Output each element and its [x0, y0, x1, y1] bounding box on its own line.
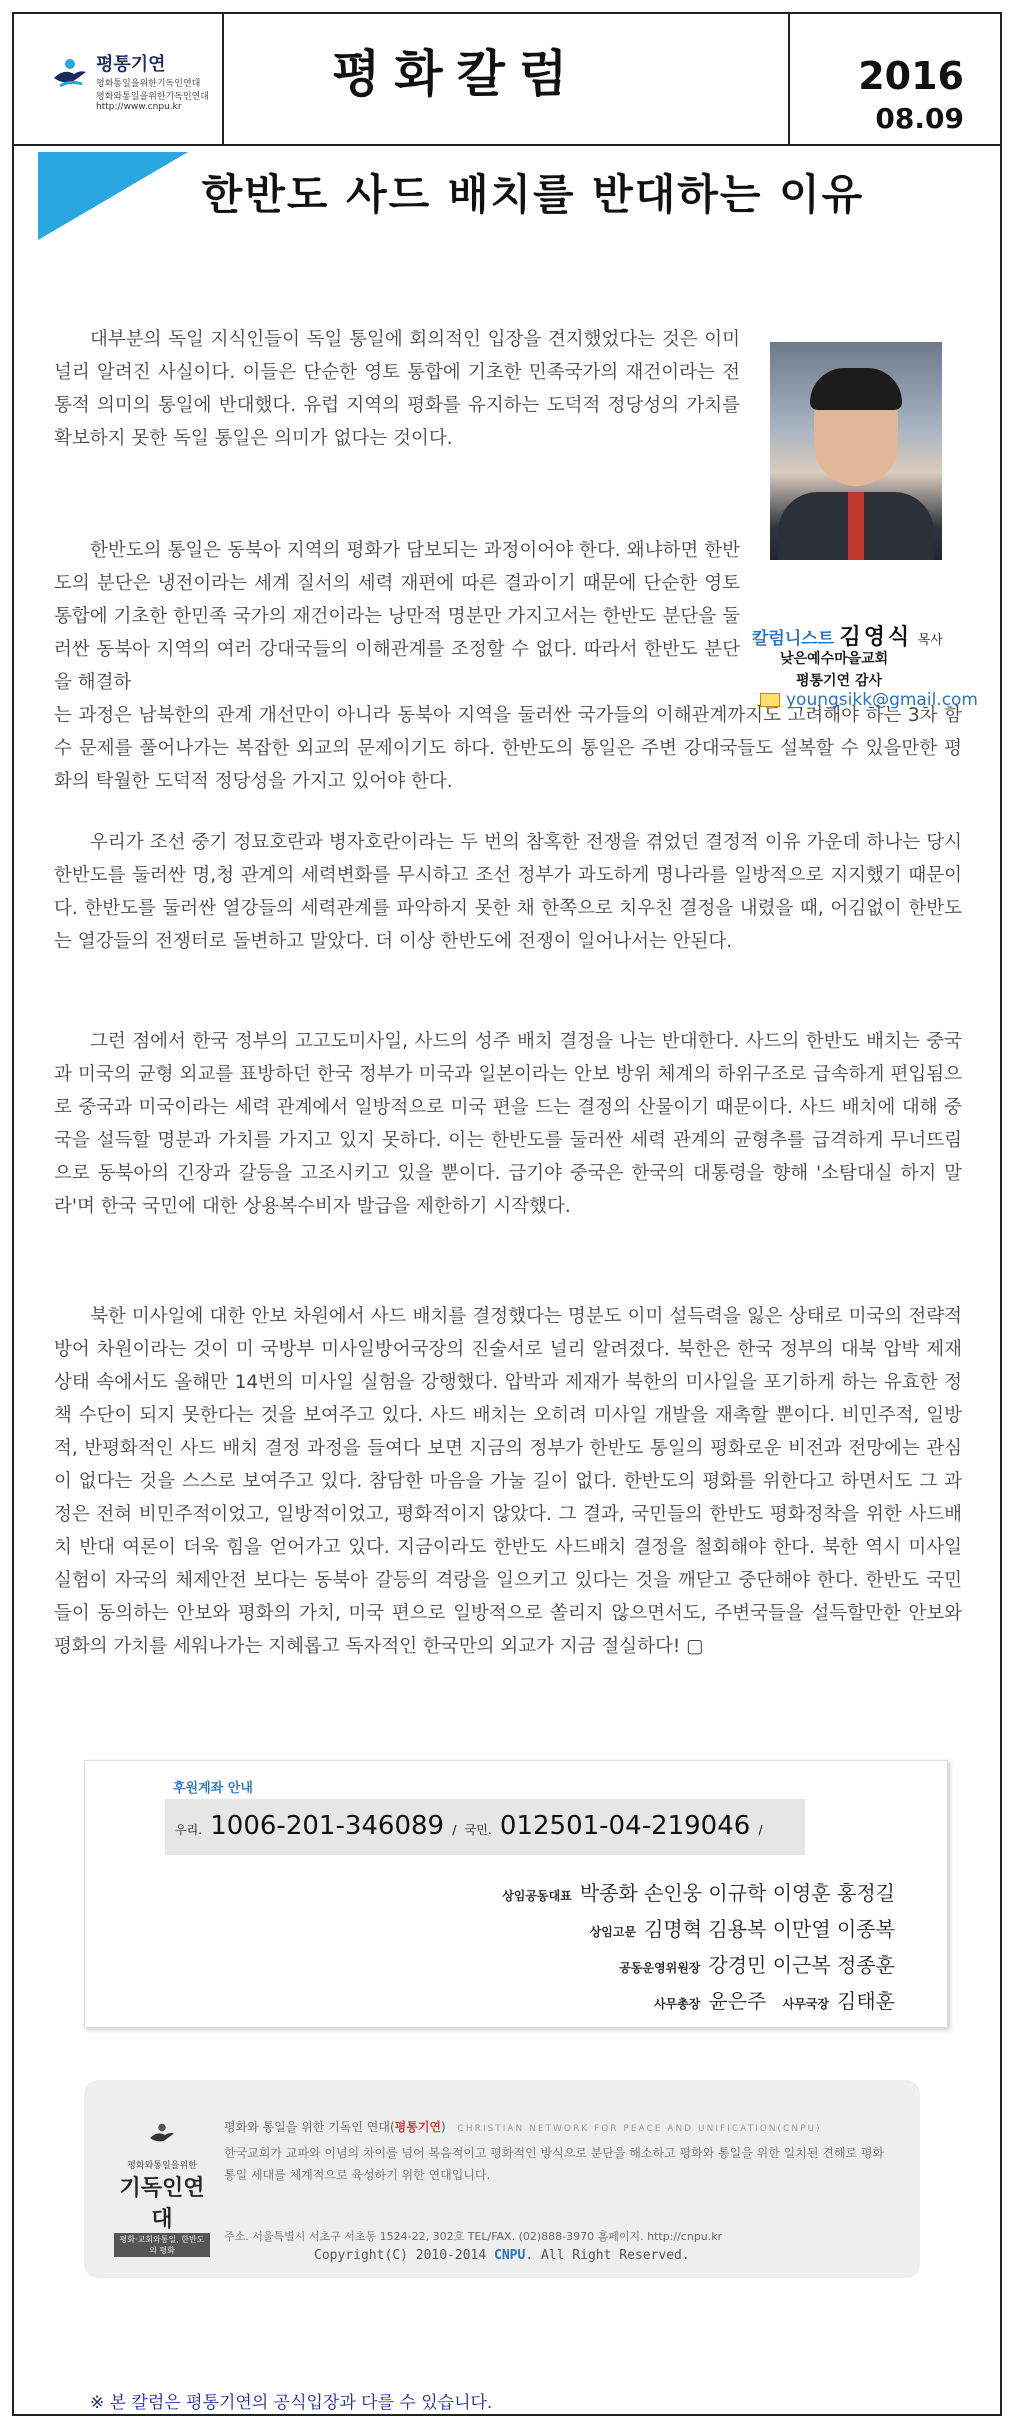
body-paragraph-2: 한반도의 통일은 동북아 지역의 평화가 담보되는 과정이어야 한다. 왜냐하면 한반도의 분단은 냉전이라는 세계 질서의 세력 재편에 따른 결과이기 때문에 단순한 영토 통합에 기초한 한민족 국가의 재건이라는 낭만적 명분만 가지고서는 한반도 분단을 둘러싼 동북아 지역의 여러 강대국들의 이해관계를 조정할 수 없다. 따라서 한반도 분단을 해결하 [54, 540, 740, 693]
column-header [14, 14, 1000, 146]
footer-copyright [314, 2248, 690, 2263]
role-names: 박종화 손인웅 이규학 이영훈 홍정길 [579, 1881, 895, 1905]
author-email[interactable]: youngsikk@gmail.com [786, 690, 978, 710]
footer-title-prefix: 평화와 통일을 위한 기독인 연대( [224, 2120, 395, 2134]
copyright-prefix: Copyright(C) 2010-2014 [314, 2248, 495, 2263]
author-photo [770, 342, 942, 560]
role-names: 강경민 이근복 정종훈 [708, 1953, 895, 1977]
body-paragraph-1: 대부분의 독일 지식인들이 독일 통일에 회의적인 입장을 견지했었다는 것은 이미 널리 알려진 사실이다. 이들은 단순한 영토 통합에 기초한 민족국가의 재건이라는 전통적 의미의 통일에 반대했다. 유럽 지역의 평화를 유지하는 도덕적 정당성의 가치를 확보하지 못한 독일 통일은 의미가 없다는 것이다. [54, 329, 740, 449]
bank1-account: 1006-201-346089 [210, 1811, 445, 1841]
dove-logo-icon [50, 54, 90, 94]
role-label: 사무국장 [782, 1997, 830, 2011]
role-row [619, 1949, 895, 1978]
org-logo-url: http://www.cnpu.kr [96, 102, 182, 112]
role-names: 김명혁 김용복 이만열 이종복 [644, 1917, 895, 1941]
donation-box [84, 1760, 948, 2028]
role-row [502, 1877, 895, 1906]
disclaimer-note: ※ 본 칼럼은 평통기연의 공식입장과 다를 수 있습니다. [90, 2393, 493, 2413]
footer-org-title [224, 2118, 822, 2135]
bank2-label: 국민. [464, 1823, 492, 1837]
footer-address: 주소. 서울특별시 서초구 서초동 1524-22, 302호 TEL/FAX. (02)888-3970 홈페이지. http://cnpu.kr [224, 2230, 723, 2243]
role-label: 공동운영위원장 [619, 1961, 701, 1975]
body-paragraph-2-continued: 는 과정은 남북한의 관계 개선만이 아니라 동북아 지역을 둘러싼 국가들의 이해관계까지도 고려해야 하는 3차 함수 문제를 풀어나가는 복잡한 외교의 문제이기도 하다. 한반도의 통일은 주변 강대국들도 설복할 수 있을만한 평화의 탁월한 도덕적 정당성을 가지고 있어야 한다. [54, 705, 962, 792]
author-role: 칼럼니스트 [752, 629, 835, 649]
footer-title-accent: 평통기연 [394, 2120, 442, 2134]
author-photo-hair [810, 368, 902, 410]
author-title: 목사 [917, 633, 943, 648]
footer-logo [114, 2120, 210, 2255]
column-title: 평화칼럼 [332, 45, 582, 103]
article-headline: 한반도 사드 배치를 반대하는 이유 [201, 170, 865, 219]
author-byline [752, 620, 943, 651]
body-paragraph-5: 북한 미사일에 대한 안보 차원에서 사드 배치를 결정했다는 명분도 이미 설득력을 잃은 상태로 미국의 전략적 방어 차원이라는 것이 미 국방부 미사일방어국장의 진술서로 널리 알려졌다. 북한은 한국 정부의 대북 압박 제재 상태 속에서도 올해만 14번의 미사일 실험을 강행했다. 압박과 제재가 북한의 미사일을 포기하게 하는 유효한 정책 수단이 되지 못한다는 것을 보여주고 있다. 사드 배치는 오히려 미사일 개발을 재촉할 뿐이다. 비민주적, 일방적, 반평화적인 사드 배치 결정 과정을 들여다 보면 지금의 정부가 한반도 통일의 평화로운 비전과 전망에는 관심이 없다는 것을 스스로 보여주고 있다. 참담한 마음을 가눌 길이 없다. 한반도의 평화를 위한다고 하면서도 그 과정은 전혀 비민주적이었고, 일방적이었고, 평화적이지 않았다. 그 결과, 국민들의 한반도 평화정착을 위한 사드배치 반대 여론이 더욱 힘을 얻어가고 있다. 지금이라도 한반도 사드배치 결정을 철회해야 한다. 북한 역시 미사일 실험이 자국의 체제안전 보다는 동북아 갈등의 격랑을 일으키고 있다는 것을 깨닫고 중단해야 한다. 한반도 국민들이 동의하는 안보와 평화의 가치, 미국 편으로 일방적으로 쏠리지 않으면서도, 주변국들을 설득할만한 안보와 평화의 가치를 세워나가는 지혜롭고 독자적인 한국만의 외교가 지금 절실하다! ▢ [54, 1306, 962, 1657]
footer-logo-name: 기독인연대 [119, 2176, 205, 2232]
body-paragraph-3: 우리가 조선 중기 정묘호란과 병자호란이라는 두 번의 참혹한 전쟁을 겪었던 결정적 이유 가운데 하나는 당시 한반도를 둘러싼 명,청 관계의 세력변화를 무시하고 조선 정부가 과도하게 명나라를 일방적으로 지지했기 때문이다. 한반도를 둘러싼 열강들의 세력관계를 파악하지 못한 채 한쪽으로 치우친 결정을 내렸을 때, 어김없이 한반도는 열강들의 전쟁터로 돌변하고 말았다. 더 이상 한반도에 전쟁이 일어나서는 안된다. [54, 832, 962, 952]
body-paragraph-4: 그런 점에서 한국 정부의 고고도미사일, 사드의 성주 배치 결정을 나는 반대한다. 사드의 한반도 배치는 중국과 미국의 균형 외교를 표방하던 한국 정부가 미국과 일본이라는 안보 방위 체계의 하위구조로 급속하게 편입됨으로 중국과 미국이라는 세력 관계에서 일방적으로 미국 편을 드는 결정의 산물이기 때문이다. 사드 배치에 대해 중국을 설득할 명분과 가치를 가지고 있지 못하다. 이는 한반도를 둘러싼 세력 관계의 균형추를 급격하게 무너뜨림으로 동북아의 긴장과 갈등을 고조시키고 있을 뿐이다. 급기야 중국은 한국의 대통령을 향해 '소탐대실 하지 말라'며 한국 국민에 대한 상용복수비자 발급을 제한하기 시작했다. [54, 1031, 963, 1217]
footer-description: 한국교회가 교파와 이념의 차이를 넘어 복음적이고 평화적인 방식으로 분단을 해소하고 평화와 통일을 위한 일치된 견해로 평화통일 세대를 체계적으로 육성하기 위한 연대입니다. [224, 2146, 885, 2182]
date-box [788, 14, 1002, 144]
footer-logo-subtitle: 평화와통일을위한 [127, 2161, 197, 2171]
dove-logo-icon [147, 2120, 177, 2150]
role-row [654, 1985, 895, 2014]
footer-title-suffix: ) [441, 2120, 446, 2134]
org-logo [14, 14, 224, 144]
author-church: 낮은예수마을교회 [780, 651, 889, 667]
author-position: 평통기연 감사 [796, 673, 883, 689]
org-footer [84, 2080, 920, 2278]
role-label: 상임고문 [589, 1925, 637, 1939]
copyright-brand: CNPU [494, 2248, 526, 2263]
donation-header: 후원계좌 안내 [173, 1781, 253, 1796]
org-logo-name: 평통기연 [96, 54, 166, 75]
bank2-account: 012501-04-219046 [499, 1811, 751, 1841]
bank1-label: 우리. [175, 1823, 202, 1837]
org-logo-subtitle: 평화통일을위한기독인연대 [96, 79, 201, 89]
footer-logo-tag: 평화·교회와통일, 한반도의 평화 [114, 2233, 210, 2257]
role-label: 상임공동대표 [502, 1889, 572, 1903]
date-year: 2016 [858, 54, 964, 98]
author-photo-tie [848, 492, 864, 560]
copyright-suffix: . All Right Reserved. [525, 2248, 690, 2263]
account-numbers: 우리. 1006-201-346089 / 국민. 012501-04-219046 / [175, 1811, 763, 1841]
role-label: 사무총장 [653, 1997, 701, 2011]
role-names: 윤은주 [708, 1989, 767, 2013]
author-name: 김영식 [839, 625, 913, 650]
role-names: 김태훈 [837, 1989, 895, 2013]
role-row [590, 1913, 895, 1942]
date-month-day: 08.09 [875, 102, 964, 135]
org-logo-subtitle-2: 평화와통일을위한기독인연대 [96, 92, 210, 102]
footer-title-english: CHRISTIAN NETWORK FOR PEACE AND UNIFICATION(CNPU) [457, 2124, 822, 2134]
